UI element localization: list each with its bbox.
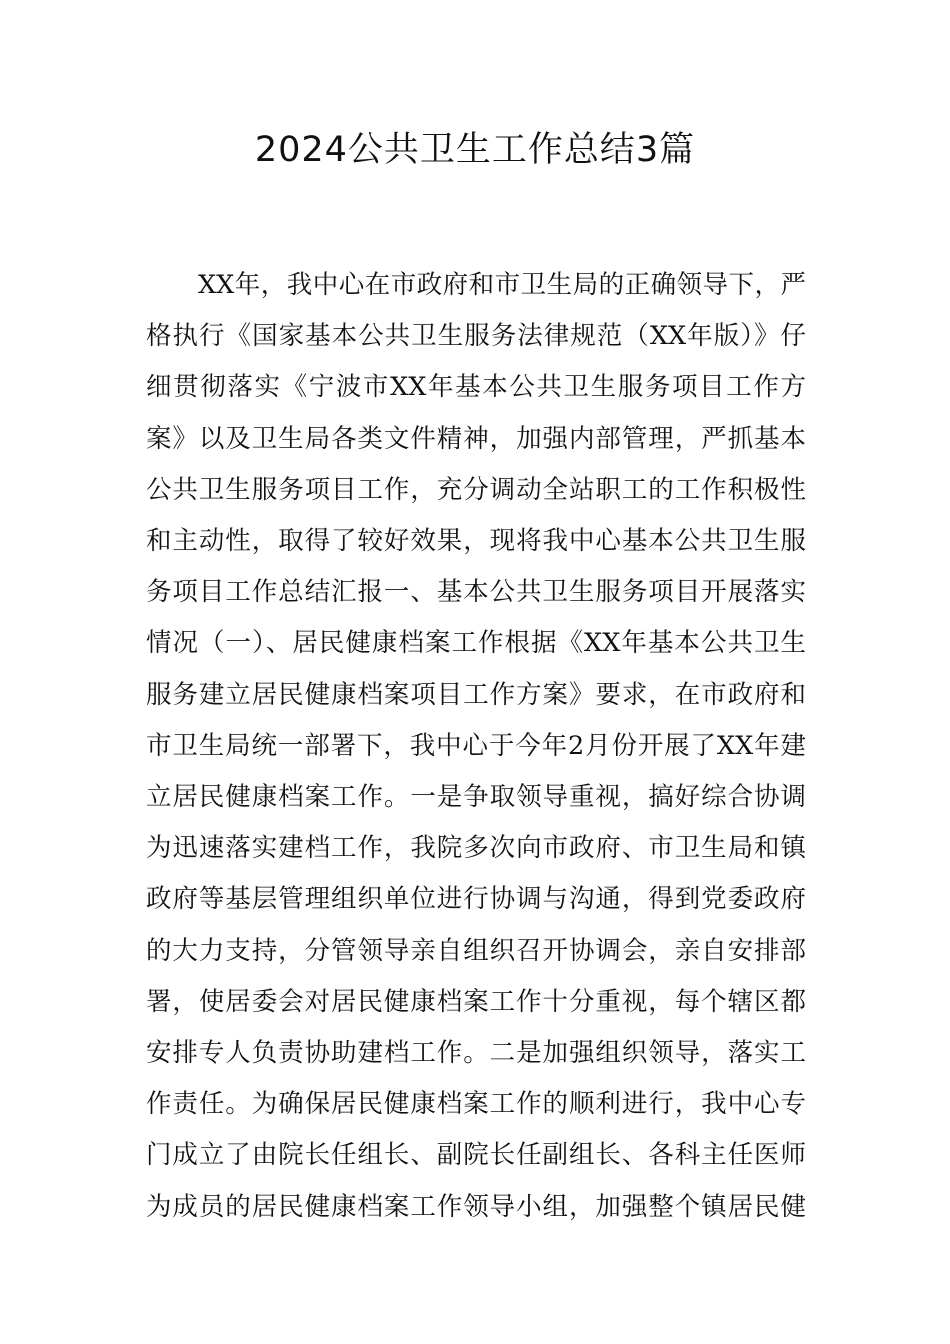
body-line-15: 署，使居委会对居民健康档案工作十分重视，每个辖区都 bbox=[146, 986, 806, 1017]
document-title: 2024公共卫生工作总结3篇 bbox=[254, 130, 696, 170]
body-line-5: 公共卫生服务项目工作，充分调动全站职工的工作积极性 bbox=[146, 474, 806, 505]
body-line-16: 安排专人负责协助建档工作。二是加强组织领导，落实工 bbox=[146, 1038, 806, 1069]
body-line-4: 案》以及卫生局各类文件精神，加强内部管理，严抓基本 bbox=[146, 423, 806, 454]
body-line-13: 政府等基层管理组织单位进行协调与沟通，得到党委政府 bbox=[146, 884, 806, 915]
body-line-12: 为迅速落实建档工作，我院多次向市政府、市卫生局和镇 bbox=[146, 833, 806, 864]
body-line-3: 细贯彻落实《宁波市XX年基本公共卫生服务项目工作方 bbox=[146, 372, 806, 403]
body-line-6: 和主动性，取得了较好效果，现将我中心基本公共卫生服 bbox=[146, 526, 806, 557]
body-line-1: XX年，我中心在市政府和市卫生局的正确领导下，严 bbox=[198, 270, 806, 300]
body-line-14: 的大力支持，分管领导亲自组织召开协调会，亲自安排部 bbox=[146, 935, 806, 966]
body-line-18: 门成立了由院长任组长、副院长任副组长、各科主任医师 bbox=[146, 1140, 806, 1171]
body-line-11: 立居民健康档案工作。一是争取领导重视，搞好综合协调 bbox=[146, 782, 806, 813]
body-line-19: 为成员的居民健康档案工作领导小组，加强整个镇居民健 bbox=[146, 1191, 806, 1222]
body-line-2: 格执行《国家基本公共卫生服务法律规范（XX年版）》仔 bbox=[146, 321, 806, 352]
body-line-8: 情况（一）、居民健康档案工作根据《XX年基本公共卫生 bbox=[146, 628, 806, 659]
body-line-9: 服务建立居民健康档案项目工作方案》要求，在市政府和 bbox=[146, 679, 806, 710]
document-body bbox=[146, 260, 806, 1233]
body-line-7: 务项目工作总结汇报一、基本公共卫生服务项目开展落实 bbox=[146, 577, 806, 608]
body-line-17: 作责任。为确保居民健康档案工作的顺利进行，我中心专 bbox=[146, 1089, 806, 1120]
body-line-10: 市卫生局统一部署下，我中心于今年2月份开展了XX年建 bbox=[146, 730, 806, 761]
